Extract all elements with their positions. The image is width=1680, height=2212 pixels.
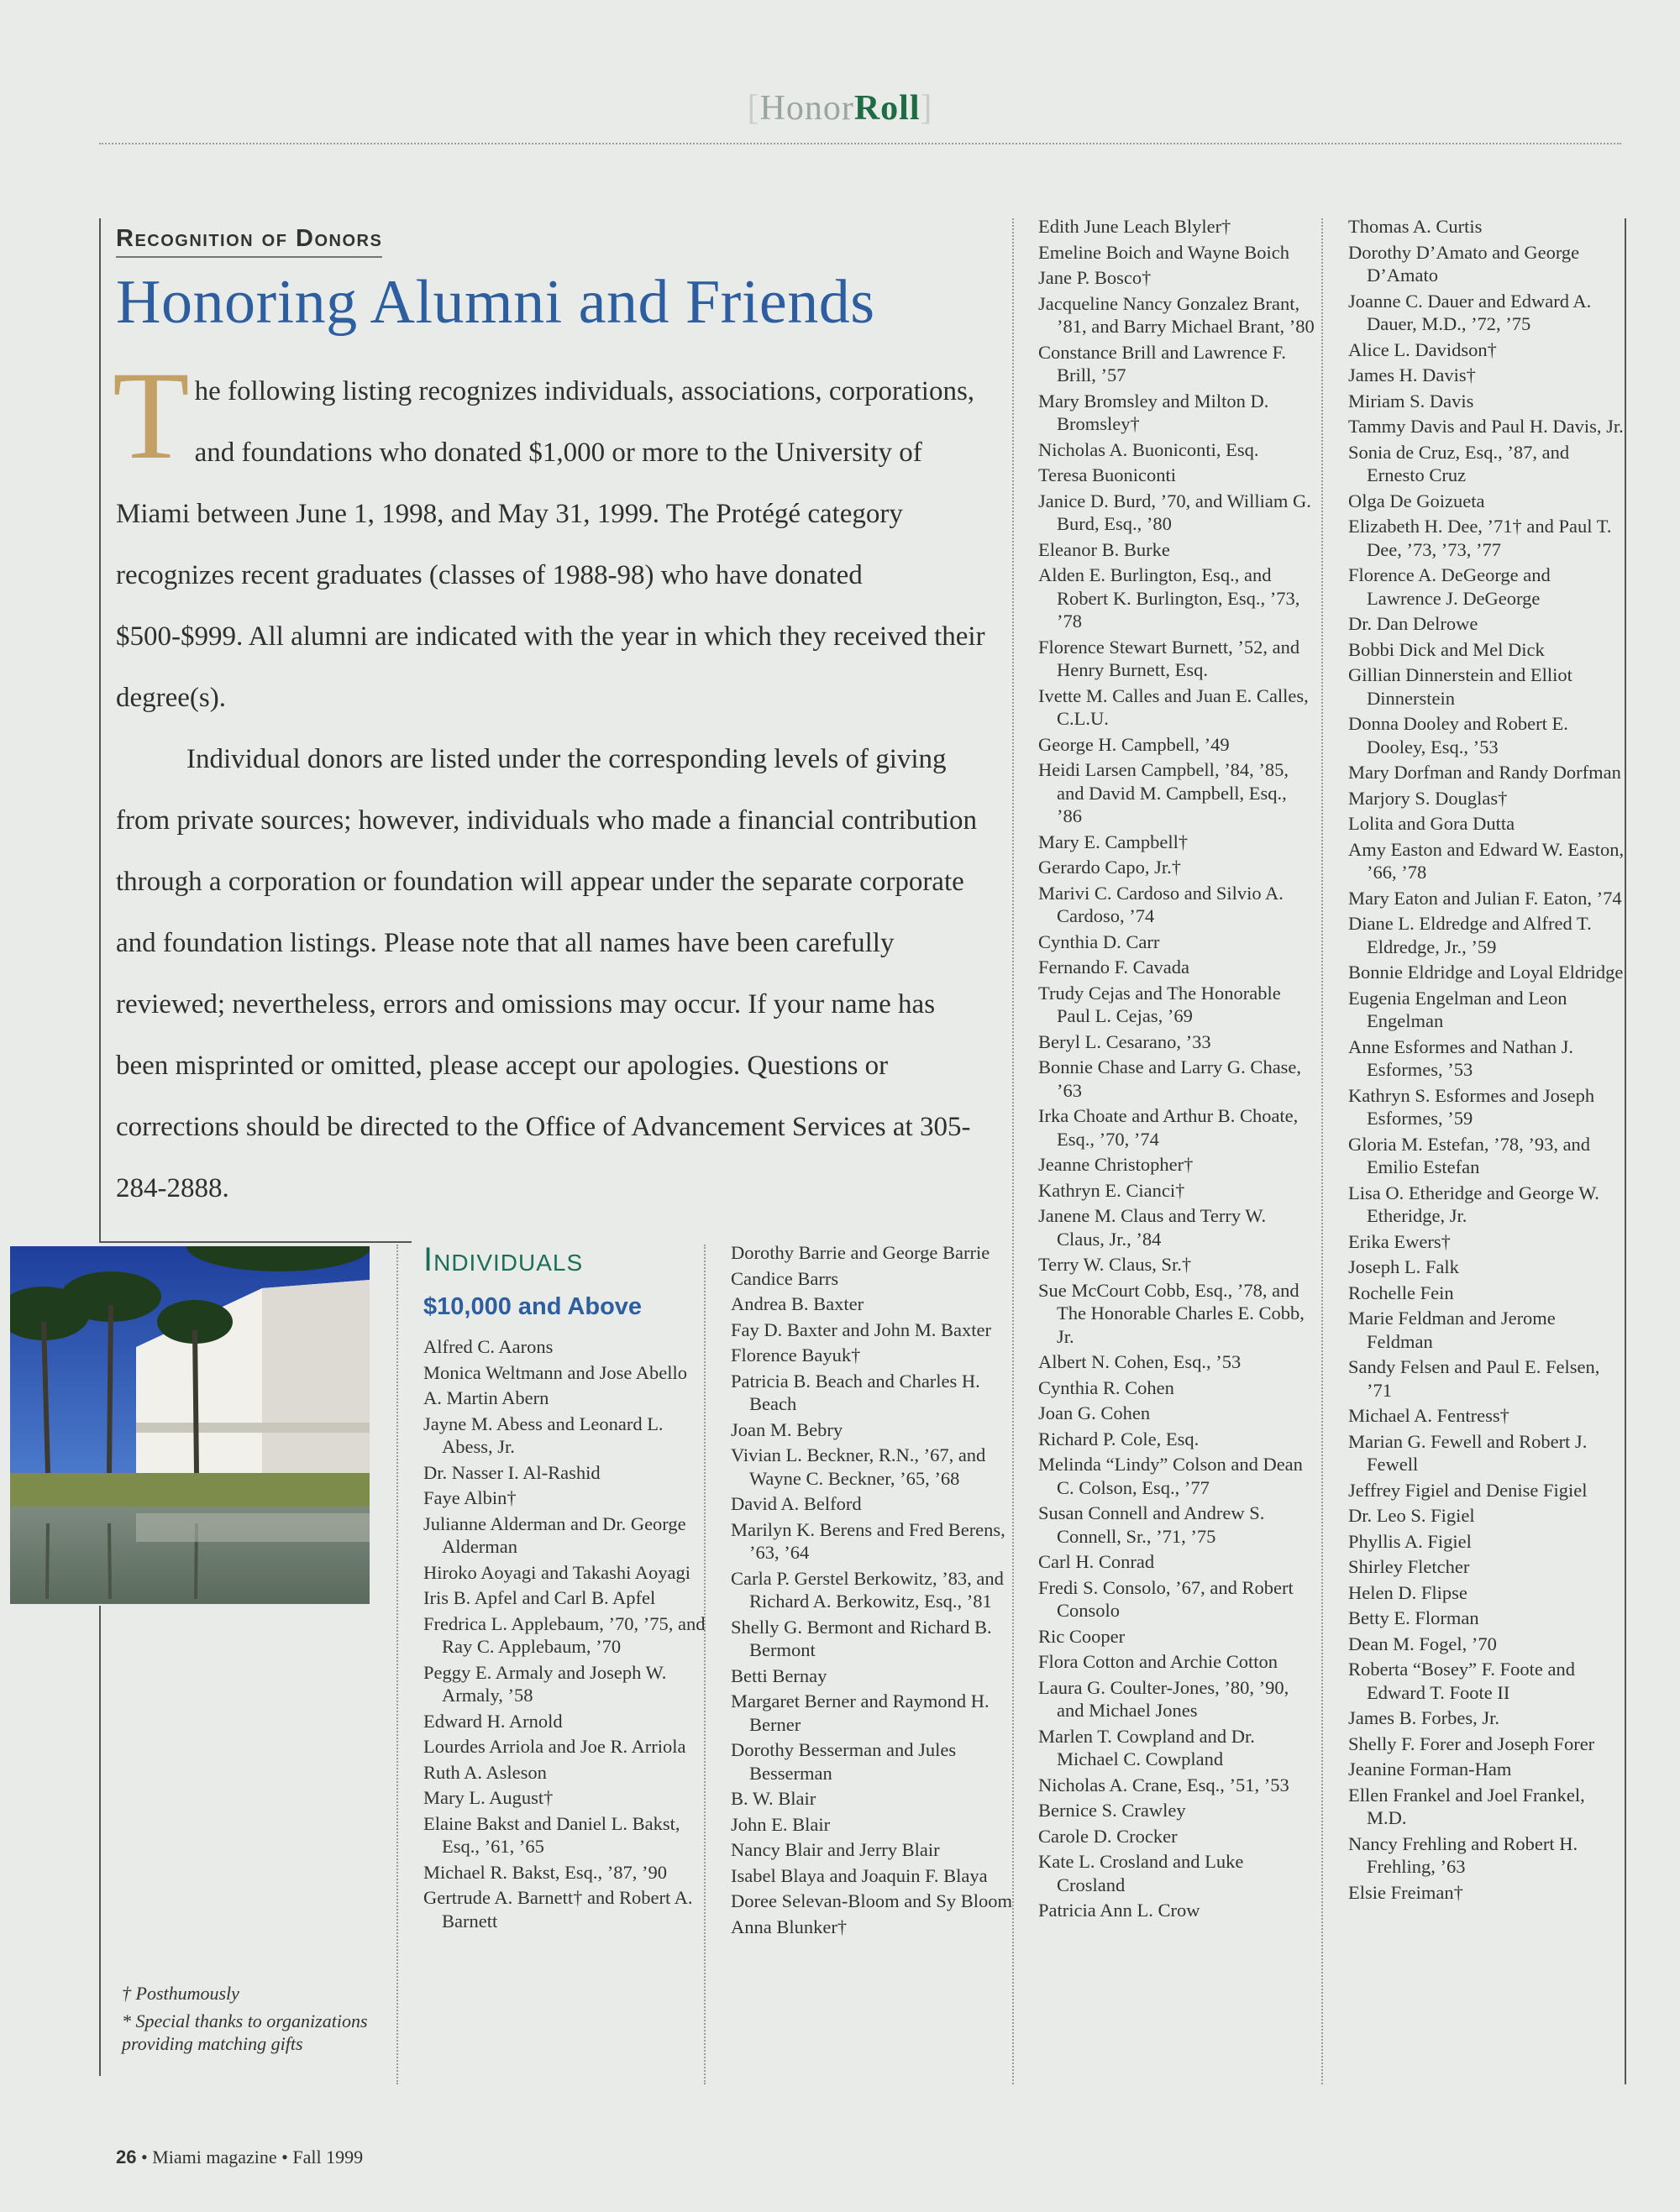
donor-entry: Phyllis A. Figiel [1348,1530,1472,1552]
footnotes [122,1982,374,2060]
donor-entry: Dr. Dan Delrowe [1348,613,1478,634]
donor-entry: Carl H. Conrad [1038,1551,1155,1572]
donor-entry: Teresa Buoniconti [1038,464,1177,485]
donor-entry: Gerardo Capo, Jr.† [1038,857,1181,878]
donor-entry: Flora Cotton and Archie Cotton [1038,1651,1278,1672]
donor-entry: Anne Esformes and Nathan J. Esformes, ’53 [1348,1035,1574,1080]
intro-paragraph-1 [113,346,990,729]
donor-entry: Marjory S. Douglas† [1348,787,1508,809]
intro-left-rule [99,218,101,1243]
donor-entry: Janene M. Claus and Terry W. Claus, Jr., ’84 [1038,1205,1267,1250]
donor-entry: Marilyn K. Berens and Fred Berens, ’63, ’64 [731,1518,1005,1563]
issue-date: Fall 1999 [292,2146,364,2167]
donor-column-3 [1038,215,1315,1925]
donor-entry: Julianne Alderman and Dr. George Alderman [423,1512,686,1557]
donor-entry: Marie Feldman and Jerome Feldman [1348,1308,1556,1352]
donor-entry: George H. Campbell, ’49 [1038,733,1230,755]
footnote-matching-gifts: * Special thanks to organizations providing matching gifts [122,2010,368,2054]
donor-entry: Hiroko Aoyagi and Takashi Aoyagi [423,1561,690,1583]
donor-entry: Diane L. Eldredge and Alfred T. Eldredge, Jr., ’59 [1348,913,1592,957]
donor-entry: Donna Dooley and Robert E. Dooley, Esq., ’53 [1348,713,1568,757]
donor-entry: Fredrica L. Applebaum, ’70, ’75, and Ray C. Applebaum, ’70 [423,1612,706,1657]
donor-entry: Edith June Leach Blyler† [1038,216,1231,237]
donor-entry: Monica Weltmann and Jose Abello [423,1361,687,1383]
donor-entry: Lolita and Gora Dutta [1348,813,1515,834]
intro-paragraph-2: Individual donors are listed under the corresponding levels of giving from private sources; however, individuals who made a financial contribution through a corporation or foundation will appear under the separate corporate and foundation listings. Please note that all names have been carefully reviewed; nevertheless, errors and omissions may occur. If your name has been misprinted or omitted, please accept our apologies. Questions or corrections should be directed to the Office of Advancement Services at 305-284-2888. [116,744,978,1203]
donor-entry: Dr. Leo S. Figiel [1348,1505,1475,1526]
footer-separator: • [281,2146,288,2167]
donor-entry: Albert N. Cohen, Esq., ’53 [1038,1351,1242,1372]
donor-entry: Alice L. Davidson† [1348,338,1497,360]
donor-entry: Mary Bromsley and Milton D. Bromsley† [1038,390,1269,434]
donor-entry: Carole D. Crocker [1038,1825,1178,1847]
donor-entry: Ric Cooper [1038,1625,1126,1647]
donor-entry: Nicholas A. Crane, Esq., ’51, ’53 [1038,1774,1289,1795]
donor-entry: Candice Barrs [731,1267,839,1289]
donor-entry: Gillian Dinnerstein and Elliot Dinnerstein [1348,664,1572,709]
donor-entry: Mary E. Campbell† [1038,831,1189,852]
donor-entry: Sue McCourt Cobb, Esq., ’78, and The Honorable Charles E. Cobb, Jr. [1038,1279,1305,1347]
donor-entry: Fay D. Baxter and John M. Baxter [731,1318,991,1340]
donor-entry: Dr. Nasser I. Al-Rashid [423,1461,601,1483]
donor-entry: Joan G. Cohen [1038,1402,1151,1423]
donor-column-1 [423,1335,709,1935]
donor-entry: Vivian L. Beckner, R.N., ’67, and Wayne C. Beckner, ’65, ’68 [731,1444,986,1489]
section-header [0,88,1680,128]
donor-entry: Jeanne Christopher† [1038,1154,1194,1175]
donor-entry: Marivi C. Cardoso and Silvio A. Cardoso, ’74 [1038,882,1284,926]
donor-entry: Mary Eaton and Julian F. Eaton, ’74 [1348,887,1622,909]
donor-entry: Cynthia R. Cohen [1038,1376,1174,1398]
donor-entry: Florence A. DeGeorge and Lawrence J. DeGeorge [1348,564,1551,609]
donor-entry: Florence Bayuk† [731,1344,861,1365]
donor-entry: Mary L. August† [423,1787,554,1808]
donor-entry: Lourdes Arriola and Joe R. Arriola [423,1736,686,1757]
donor-entry: Michael R. Bakst, Esq., ’87, ’90 [423,1861,667,1883]
donor-entry: Marian G. Fewell and Robert J. Fewell [1348,1430,1588,1475]
donor-entry: Bernice S. Crawley [1038,1800,1186,1821]
bracket-close: ] [920,89,933,128]
donor-entry: Ellen Frankel and Joel Frankel, M.D. [1348,1784,1585,1828]
donor-entry: Joseph L. Falk [1348,1256,1459,1277]
giving-level-heading: $10,000 and Above [423,1293,643,1320]
donor-entry: Cynthia D. Carr [1038,930,1160,952]
donor-entry: Elizabeth H. Dee, ’71† and Paul T. Dee, ’73, ’73, ’77 [1348,516,1612,560]
donor-entry: Olga De Goizueta [1348,490,1485,511]
donor-entry: Kathryn E. Cianci† [1038,1179,1185,1201]
donor-entry: Emeline Boich and Wayne Boich [1038,241,1289,263]
intro-text [113,346,990,1219]
donor-entry: Anna Blunker† [731,1916,848,1937]
donor-entry: Nancy Frehling and Robert H. Frehling, ’63 [1348,1832,1578,1877]
donor-entry: Patricia B. Beach and Charles H. Beach [731,1370,980,1414]
donor-entry: Janice D. Burd, ’70, and William G. Burd, Esq., ’80 [1038,490,1311,534]
donor-entry: Betti Bernay [731,1664,827,1686]
donor-entry: Joanne C. Dauer and Edward A. Dauer, M.D., ’72, ’75 [1348,290,1592,334]
donor-entry: Shelly F. Forer and Joseph Forer [1348,1732,1595,1754]
column-divider-4 [1321,218,1323,2084]
campus-photo-illustration [10,1246,370,1604]
donor-entry: Erika Ewers† [1348,1230,1451,1252]
campus-photo [10,1246,370,1604]
header-roll: Roll [853,89,921,128]
column-divider-1 [396,1245,398,2084]
donor-entry: Roberta “Bosey” F. Foote and Edward T. Foote II [1348,1659,1576,1703]
donor-entry: Shelly G. Bermont and Richard B. Bermont [731,1616,992,1660]
donor-entry: Shirley Fletcher [1348,1556,1470,1577]
donor-entry: Fernando F. Cavada [1038,957,1190,978]
donor-entry: B. W. Blair [731,1788,816,1809]
donor-entry: Bonnie Eldridge and Loyal Eldridge [1348,962,1624,983]
donor-entry: Patricia Ann L. Crow [1038,1900,1200,1921]
donor-entry: Alden E. Burlington, Esq., and Robert K. Burlington, Esq., ’73, ’78 [1038,564,1300,632]
donor-entry: Betty E. Florman [1348,1607,1479,1628]
donor-entry: Helen D. Flipse [1348,1581,1467,1603]
donor-entry: A. Martin Abern [423,1387,549,1408]
donor-entry: Nancy Blair and Jerry Blair [731,1839,940,1860]
donor-entry: Iris B. Apfel and Carl B. Apfel [423,1587,656,1608]
header-rule [99,143,1621,144]
donor-entry: Dean M. Fogel, ’70 [1348,1633,1497,1654]
donor-entry: Tammy Davis and Paul H. Davis, Jr. [1348,416,1624,437]
donor-entry: Alfred C. Aarons [423,1336,554,1357]
bracket-open: [ [747,89,760,128]
individuals-heading: Individuals [423,1241,584,1278]
footnote-rule [99,1606,101,2076]
donor-entry: Gloria M. Estefan, ’78, ’93, and Emilio Estefan [1348,1133,1591,1177]
donor-entry: Carla P. Gerstel Berkowitz, ’83, and Richard A. Berkowitz, Esq., ’81 [731,1567,1004,1612]
donor-entry: Florence Stewart Burnett, ’52, and Henry Burnett, Esq. [1038,636,1300,680]
donor-entry: Dorothy Barrie and George Barrie [731,1242,990,1263]
donor-entry: Margaret Berner and Raymond H. Berner [731,1690,990,1735]
donor-entry: Isabel Blaya and Joaquin F. Blaya [731,1864,988,1886]
page-title: Honoring Alumni and Friends [116,268,875,337]
donor-entry: Irka Choate and Arthur B. Choate, Esq., ’70, ’74 [1038,1105,1299,1150]
donor-entry: Laura G. Coulter-Jones, ’80, ’90, and Michael Jones [1038,1676,1289,1721]
donor-entry: Peggy E. Armaly and Joseph W. Armaly, ’58 [423,1661,667,1706]
footer-separator: • [140,2146,148,2167]
donor-entry: Sonia de Cruz, Esq., ’87, and Ernesto Cruz [1348,441,1570,485]
donor-entry: Jacqueline Nancy Gonzalez Brant, ’81, and Barry Michael Brant, ’80 [1038,292,1315,337]
donor-entry: Ruth A. Asleson [423,1761,547,1783]
donor-entry: Andrea B. Baxter [731,1293,864,1314]
donor-entry: Jeffrey Figiel and Denise Figiel [1348,1479,1588,1501]
donor-column-4 [1348,215,1625,1906]
donor-entry: Sandy Felsen and Paul E. Felsen, ’71 [1348,1356,1600,1401]
donor-entry: Dorothy Besserman and Jules Besserman [731,1739,957,1784]
donor-entry: David A. Belford [731,1493,862,1514]
header-honor: Honor [759,89,854,128]
donor-entry: Michael A. Fentress† [1348,1405,1509,1426]
donor-entry: Jayne M. Abess and Leonard L. Abess, Jr. [423,1413,664,1457]
donor-entry: Fredi S. Consolo, ’67, and Robert Consolo [1038,1576,1294,1621]
footnote-posthumously: † Posthumously [122,1983,239,2004]
donor-entry: Melinda “Lindy” Colson and Dean C. Colson, Esq., ’77 [1038,1454,1303,1498]
donor-entry: Gertrude A. Barnett† and Robert A. Barnett [423,1887,693,1932]
donor-entry: Thomas A. Curtis [1348,216,1483,237]
donor-entry: Richard P. Cole, Esq. [1038,1428,1200,1449]
donor-entry: Eugenia Engelman and Leon Engelman [1348,987,1567,1031]
donor-entry: Marlen T. Cowpland and Dr. Michael C. Cowpland [1038,1725,1255,1769]
donor-entry: Susan Connell and Andrew S. Connell, Sr., ’71, ’75 [1038,1502,1265,1547]
donor-entry: Terry W. Claus, Sr.† [1038,1254,1192,1275]
donor-entry: Elaine Bakst and Daniel L. Bakst, Esq., ’61, ’65 [423,1812,680,1857]
donor-entry: Bobbi Dick and Mel Dick [1348,638,1545,660]
page-number: 26 [116,2146,137,2167]
donor-entry: James B. Forbes, Jr. [1348,1707,1499,1728]
donor-entry: Jane P. Bosco† [1038,267,1152,288]
donor-entry: Kathryn S. Esformes and Joseph Esformes, ’59 [1348,1084,1595,1129]
donor-entry: Trudy Cejas and The Honorable Paul L. Cejas, ’69 [1038,982,1281,1026]
donor-entry: Miriam S. Davis [1348,390,1474,411]
donor-column-2 [731,1241,1012,1941]
page-footer [116,2146,363,2168]
donor-entry: Nicholas A. Buoniconti, Esq. [1038,438,1259,460]
column-divider-3 [1012,218,1014,2084]
donor-entry: Eleanor B. Burke [1038,538,1170,560]
donor-entry: Edward H. Arnold [423,1710,563,1732]
donor-entry: Rochelle Fein [1348,1282,1454,1303]
donor-entry: Kate L. Crosland and Luke Crosland [1038,1851,1244,1895]
donor-entry: Dorothy D’Amato and George D’Amato [1348,241,1580,286]
donor-entry: Bonnie Chase and Larry G. Chase, ’63 [1038,1056,1302,1101]
donor-entry: Joan M. Bebry [731,1418,843,1440]
donor-entry: Mary Dorfman and Randy Dorfman [1348,762,1621,783]
section-kicker: Recognition of Donors [116,225,382,258]
drop-cap: T [113,346,190,485]
donor-entry: Heidi Larsen Campbell, ’84, ’85, and David M. Campbell, Esq., ’86 [1038,759,1289,826]
donor-entry: Elsie Freiman† [1348,1881,1463,1903]
donor-entry: Jeanine Forman-Ham [1348,1759,1512,1780]
donor-entry: Faye Albin† [423,1487,517,1508]
donor-entry: Ivette M. Calles and Juan E. Calles, C.L.U. [1038,684,1309,729]
donor-entry: Doree Selevan-Bloom and Sy Bloom [731,1890,1012,1911]
donor-entry: Amy Easton and Edward W. Easton, ’66, ’78 [1348,838,1625,883]
donor-entry: James H. Davis† [1348,364,1476,385]
magazine-name: Miami magazine [152,2146,277,2167]
donor-entry: John E. Blair [731,1813,831,1835]
donor-entry: Beryl L. Cesarano, ’33 [1038,1030,1211,1052]
donor-entry: Constance Brill and Lawrence F. Brill, ’57 [1038,341,1286,385]
intro-bottom-rule [99,1241,412,1243]
intro-p1-text: he following listing recognizes individuals, associations, corporations, and foundations who donated $1,000 or more to the University of Miami between June 1, 1998, and May 31, 1999. The Protégé category recognizes recent graduates (classes of 1988-98) who have donated $500-$999. All alumni are indicated with the year in which they received their degree(s). [116,376,985,713]
donor-entry: Lisa O. Etheridge and George W. Etheridge, Jr. [1348,1182,1599,1226]
